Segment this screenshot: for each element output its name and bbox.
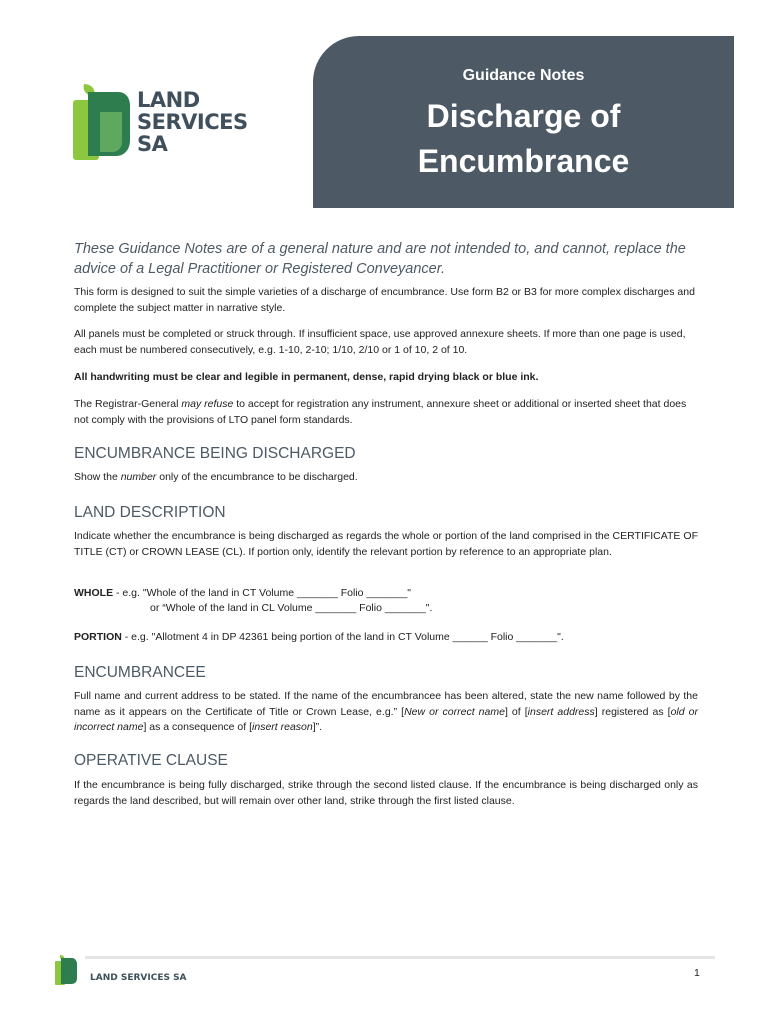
title-line-2: Encumbrance [417,143,630,179]
portion-text: - e.g. "Allotment 4 in DP 42361 being portion of the land in CT Volume ______ Folio _______". [121,631,564,643]
encee-em-2: insert address [527,705,595,718]
portion-label: PORTION [74,631,122,643]
logo-wordmark [137,89,248,155]
enc-text-a: Show the [74,471,121,483]
heading-operative-clause: OPERATIVE CLAUSE [74,752,228,769]
whole-line-2: or “Whole of the land in CL Volume _______ Folio _______". [150,602,433,614]
registrar-text-b: to accept for registration any instrument, annexure sheet or additional or inserted sheet that does not comply with the provisions of LTO panel form standards. [74,398,687,426]
logo-line-3: SA [137,132,168,156]
encee-text-c: ] registered as [ [594,705,671,718]
heading-encumbrancee: ENCUMBRANCEE [74,664,206,681]
footer-logo-icon [54,955,78,987]
encee-em-1: New or correct name [404,705,505,718]
whole-line-1: - e.g. "Whole of the land in CT Volume _______ Folio _______" [113,587,412,599]
registrar-emphasis: may refuse [181,398,234,410]
heading-land-description: LAND DESCRIPTION [74,504,226,521]
whole-label: WHOLE [74,587,114,599]
paragraph-land-description: Indicate whether the encumbrance is being discharged as regards the whole or portion of the land comprised in the CERTIFICATE OF TITLE (CT) or CROWN LEASE (CL). If portion only, identify the relevant portion by reference to an appropriate plan. [74,530,698,558]
paragraph-handwriting: All handwriting must be clear and legible in permanent, dense, rapid drying black or blue ink. [74,371,539,383]
portion-example [74,630,698,646]
whole-example [74,586,698,602]
paragraph-form-purpose: This form is designed to suit the simple varieties of a discharge of encumbrance. Use form B2 or B3 for more complex discharges and complete the subject matter in narrative style. [74,286,695,314]
enc-emphasis: number [120,471,157,483]
header-subtitle: Guidance Notes [462,67,585,84]
logo-line-2: SERVICES [137,110,248,134]
footer-brand-name: LAND SERVICES SA [90,973,187,983]
registrar-text-a: The Registrar-General [74,398,182,410]
paragraph-operative-clause: If the encumbrance is being fully discharged, strike through the second listed clause. If the encumbrance is being discharged only as regards the land described, but will remain over other land, strike through the first listed clause. [74,779,698,807]
header-panel [313,36,734,208]
paragraph-encumbrance [74,470,698,486]
paragraph-registrar [74,397,698,428]
logo-line-1: LAND [137,88,200,112]
title-line-1: Discharge of [426,98,621,134]
footer-divider [85,956,715,959]
page-number: 1 [694,967,700,979]
encee-text-e: ]”. [312,721,323,733]
paragraph-panels: All panels must be completed or struck through. If insufficient space, use approved annexure sheets. If more than one page is used, each must be numbered consecutively, e.g. 1-10, 2-10; 1/10, 2/10 or 1 of 10, 2 of 10. [74,328,686,356]
encee-em-3: old or incorrect name [74,705,698,733]
encee-text-a: Full name and current address to be stated. If the name of the encumbrancee has been altered, state the new name followed by the name as it appears on the Certificate of Title or Crown Lease, e.g.” [ [74,690,698,718]
paragraph-encumbrancee [74,689,698,736]
enc-text-b: only of the encumbrance to be discharged. [156,471,358,483]
heading-encumbrance: ENCUMBRANCE BEING DISCHARGED [74,445,356,462]
intro-disclaimer: These Guidance Notes are of a general nature and are not intended to, and cannot, replace the advice of a Legal Practitioner or Registered Conveyancer. [74,241,686,277]
encee-text-b: ] of [ [504,705,528,718]
encee-text-d: ] as a consequence of [ [143,721,253,733]
encee-em-4: insert reason [252,721,313,733]
page-title [313,94,734,184]
